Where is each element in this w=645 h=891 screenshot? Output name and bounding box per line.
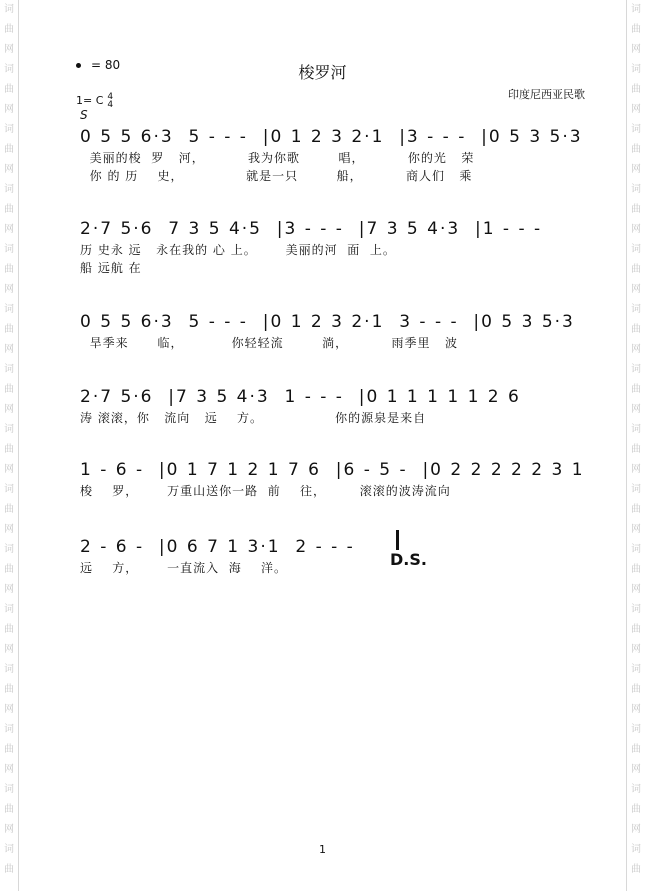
watermark-char: 网 — [631, 464, 641, 475]
watermark-char: 网 — [631, 524, 641, 535]
watermark-char: 曲 — [631, 684, 641, 695]
watermark-char: 曲 — [631, 84, 641, 95]
watermark-char: 网 — [4, 344, 14, 355]
watermark-char: 词 — [4, 604, 14, 615]
watermark-char: 曲 — [631, 804, 641, 815]
watermark-char: 词 — [4, 364, 14, 375]
watermark-char: 曲 — [4, 204, 14, 215]
watermark-char: 网 — [631, 224, 641, 235]
lyric-line: 船 远航 在 — [80, 261, 142, 275]
watermark-char: 曲 — [4, 504, 14, 515]
lyric-line: 历 史永 远 永在我的 心 上。 美丽的河 面 上。 — [80, 243, 396, 257]
watermark-char: 词 — [631, 484, 641, 495]
watermark-char: 曲 — [631, 204, 641, 215]
lyric-line: 涛 滚滚，你 流向 远 方。 你的源泉是来自 — [80, 411, 427, 425]
score-row — [80, 458, 585, 500]
meter-top: 4 — [107, 92, 114, 102]
notation-line: 1 - 6 - |0 1 7 1 2 1 7 6 |6 - 5 - |0 2 2 2 2 2 3 1 — [80, 460, 585, 480]
watermark-char: 网 — [4, 164, 14, 175]
page-number: 1 — [319, 843, 326, 856]
watermark-char: 词 — [4, 844, 14, 855]
score-row — [80, 310, 575, 352]
watermark-char: 曲 — [631, 144, 641, 155]
song-source: 印度尼西亚民歌 — [508, 88, 585, 101]
watermark-char: 词 — [631, 544, 641, 555]
watermark-char: 网 — [4, 584, 14, 595]
watermark-char: 曲 — [4, 264, 14, 275]
watermark-char: 曲 — [4, 384, 14, 395]
watermark-char: 词 — [631, 184, 641, 195]
watermark-char: 网 — [631, 584, 641, 595]
watermark-char: 词 — [4, 184, 14, 195]
lyric-line: 旱季来 临， 你轻轻流 淌， 雨季里 波 — [80, 336, 458, 350]
notation-line: 0 5 5 6·3 5 - - - |0 1 2 3 2·1 3 - - - |0 5 3 5·3 — [80, 312, 575, 332]
segno-sign: S — [80, 108, 88, 122]
notation-line: 0 5 5 6·3 5 - - - |0 1 2 3 2·1 |3 - - - |0 5 3 5·3 — [80, 127, 583, 147]
watermark-char: 词 — [4, 64, 14, 75]
watermark-char: 网 — [631, 344, 641, 355]
watermark-char: 网 — [4, 524, 14, 535]
watermark-char: 曲 — [631, 564, 641, 575]
watermark-char: 网 — [631, 104, 641, 115]
tempo-value: = 80 — [91, 58, 121, 72]
watermark-char: 词 — [4, 424, 14, 435]
song-title: 梭罗河 — [298, 63, 347, 82]
meter-bottom: 4 — [107, 100, 114, 110]
key-signature — [76, 93, 113, 109]
watermark-char: 曲 — [631, 324, 641, 335]
watermark-char: 网 — [631, 644, 641, 655]
watermark-strip-right — [626, 0, 645, 891]
watermark-char: 词 — [631, 124, 641, 135]
watermark-char: 词 — [4, 664, 14, 675]
watermark-char: 曲 — [631, 624, 641, 635]
watermark-char: 词 — [4, 724, 14, 735]
watermark-char: 曲 — [631, 864, 641, 875]
watermark-char: 词 — [4, 484, 14, 495]
watermark-char: 网 — [4, 704, 14, 715]
watermark-char: 网 — [4, 104, 14, 115]
watermark-char: 曲 — [4, 144, 14, 155]
watermark-char: 曲 — [4, 804, 14, 815]
score-row — [80, 385, 565, 427]
watermark-char: 曲 — [4, 444, 14, 455]
watermark-char: 网 — [4, 404, 14, 415]
watermark-char: 词 — [631, 724, 641, 735]
watermark-char: 网 — [631, 404, 641, 415]
watermark-char: 曲 — [631, 264, 641, 275]
score-row — [80, 535, 565, 577]
notation-line: 2 - 6 - |0 6 7 1 3·1 2 - - - — [80, 537, 355, 557]
watermark-char: 网 — [631, 824, 641, 835]
notation-line: 2·7 5·6 |7 3 5 4·3 1 - - - |0 1 1 1 1 1 2 6 — [80, 387, 521, 407]
watermark-char: 词 — [631, 604, 641, 615]
watermark-char: 曲 — [631, 744, 641, 755]
watermark-char: 网 — [4, 224, 14, 235]
watermark-char: 词 — [631, 4, 641, 15]
watermark-char: 网 — [4, 44, 14, 55]
watermark-char: 词 — [4, 124, 14, 135]
watermark-char: 曲 — [631, 444, 641, 455]
watermark-char: 词 — [631, 64, 641, 75]
watermark-char: 词 — [631, 304, 641, 315]
lyric-line: 美丽的梭 罗 河， 我为你歌 唱， 你的光 荣 — [80, 151, 475, 165]
watermark-char: 曲 — [4, 744, 14, 755]
watermark-char: 词 — [631, 364, 641, 375]
watermark-char: 曲 — [4, 564, 14, 575]
watermark-char: 网 — [4, 644, 14, 655]
watermark-char: 网 — [631, 764, 641, 775]
notation-line: 2·7 5·6 7 3 5 4·5 |3 - - - |7 3 5 4·3 |1 - - - — [80, 219, 543, 239]
final-barline — [396, 530, 399, 550]
lyric-line: 你 的 历 史， 就是一只 船， 商人们 乘 — [80, 169, 473, 183]
watermark-char: 词 — [631, 424, 641, 435]
watermark-char: 网 — [631, 44, 641, 55]
key-value: 1= C — [76, 94, 104, 107]
watermark-char: 曲 — [4, 24, 14, 35]
watermark-char: 词 — [4, 244, 14, 255]
watermark-char: 网 — [4, 764, 14, 775]
watermark-char: 曲 — [4, 324, 14, 335]
watermark-char: 词 — [631, 784, 641, 795]
watermark-char: 网 — [4, 284, 14, 295]
watermark-char: 曲 — [4, 624, 14, 635]
time-signature — [107, 93, 113, 109]
watermark-char: 网 — [4, 824, 14, 835]
watermark-char: 曲 — [4, 864, 14, 875]
watermark-char: 词 — [4, 304, 14, 315]
watermark-char: 曲 — [631, 384, 641, 395]
watermark-char: 曲 — [631, 504, 641, 515]
ds-marking: D.S. — [390, 550, 427, 569]
watermark-char: 词 — [4, 784, 14, 795]
watermark-char: 曲 — [631, 24, 641, 35]
score-row — [80, 217, 565, 277]
watermark-strip-left — [0, 0, 19, 891]
watermark-char: 词 — [4, 4, 14, 15]
watermark-char: 曲 — [4, 684, 14, 695]
watermark-char: 词 — [631, 244, 641, 255]
lyric-line: 梭 罗， 万重山送你一路 前 往， 滚滚的波涛流向 — [80, 484, 451, 498]
watermark-char: 词 — [631, 844, 641, 855]
watermark-char: 网 — [631, 284, 641, 295]
score-row — [80, 125, 583, 185]
watermark-char: 网 — [631, 704, 641, 715]
lyric-line: 远 方， 一直流入 海 洋。 — [80, 561, 288, 575]
watermark-char: 网 — [4, 464, 14, 475]
watermark-char: 网 — [631, 164, 641, 175]
watermark-char: 词 — [631, 664, 641, 675]
watermark-char: 曲 — [4, 84, 14, 95]
watermark-char: 词 — [4, 544, 14, 555]
